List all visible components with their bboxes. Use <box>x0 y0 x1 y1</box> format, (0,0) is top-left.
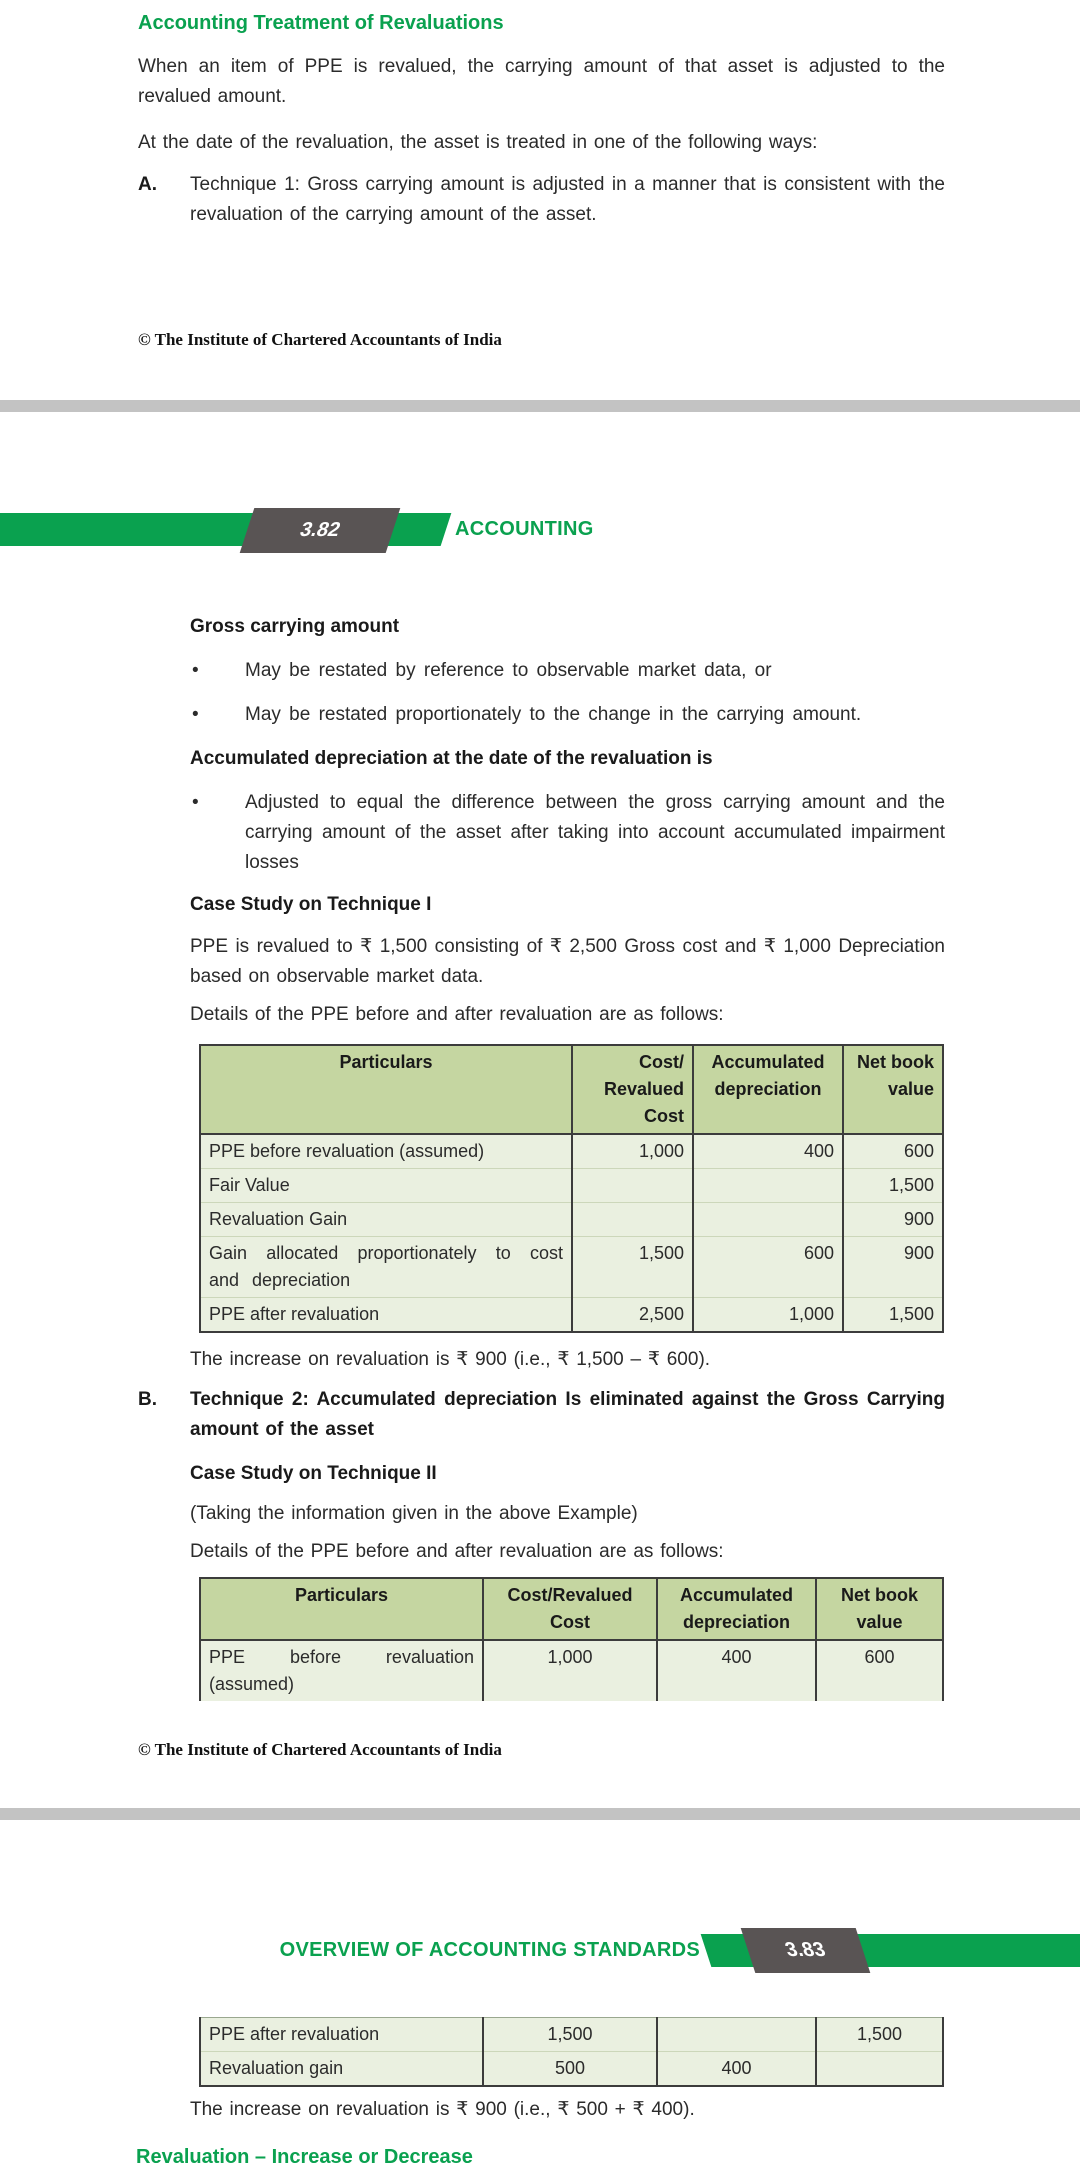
bullet-marker: • <box>192 792 199 813</box>
bullet-text: May be restated proportionately to the change in the carrying amount. <box>245 704 862 725</box>
page-number: 3.83 <box>782 1939 829 1961</box>
table-cell: Fair Value <box>200 1169 572 1203</box>
page-383-top <box>0 1820 1080 2168</box>
table-cell: 1,000 <box>572 1134 693 1169</box>
table-header-particulars: Particulars <box>200 1578 483 1640</box>
table-cell: 1,500 <box>483 2018 657 2052</box>
bullet-item <box>190 656 945 686</box>
table-cell: 400 <box>657 2052 816 2087</box>
table-header-accum-dep: Accumulated depreciation <box>693 1045 843 1134</box>
table-header-cost: Cost/ Revalued Cost <box>572 1045 693 1134</box>
paragraph-ppe-revalued: PPE is revalued to ₹ 1,500 consisting of ₹ 2,500 Gross cost and ₹ 1,000 Depreciation based on observable market data. <box>190 936 945 987</box>
list-item-label: B. <box>138 1389 157 1410</box>
bullet-marker: • <box>192 660 199 681</box>
table-cell <box>572 1203 693 1237</box>
table-cell: 400 <box>693 1134 843 1169</box>
next-section-heading-clipped <box>136 2142 473 2168</box>
table-cell: 1,000 <box>483 1640 657 1701</box>
table-cell: 1,500 <box>572 1237 693 1298</box>
table-cell: PPE after revaluation <box>200 2018 483 2052</box>
paragraph-revalued-amount: When an item of PPE is revalued, the carrying amount of that asset is adjusted to the revalued amount. <box>138 56 945 107</box>
table-cell <box>693 1169 843 1203</box>
table-cell <box>572 1169 693 1203</box>
list-item-text: Technique 1: Gross carrying amount is adjusted in a manner that is consistent with the revaluation of the carrying amount of the asset. <box>190 174 945 225</box>
bullet-item <box>190 788 945 878</box>
footer-copyright: © The Institute of Chartered Accountants of India <box>138 330 502 349</box>
table-row <box>200 1640 943 1701</box>
table-cell: 900 <box>843 1203 943 1237</box>
paragraph-taking-information: (Taking the information given in the above Example) <box>190 1503 638 1524</box>
case-study-heading-1: Case Study on Technique I <box>190 894 432 915</box>
table-row <box>200 1203 943 1237</box>
header-band-bar <box>846 1934 1080 1967</box>
table-row <box>200 1237 943 1298</box>
page-number-badge <box>741 1928 871 1973</box>
table-header-cost: Cost/Revalued Cost <box>483 1578 657 1640</box>
table-cell: Revaluation gain <box>200 2052 483 2087</box>
table-cell: 600 <box>843 1134 943 1169</box>
table-cell: Revaluation Gain <box>200 1203 572 1237</box>
bullet-text: May be restated by reference to observable market data, or <box>245 660 772 681</box>
table-header-net-book: Net book value <box>816 1578 943 1640</box>
table-row <box>200 1169 943 1203</box>
table-cell: 900 <box>843 1237 943 1298</box>
page-separator <box>0 1808 1080 1820</box>
revaluation-table-technique-2 <box>199 1577 944 1701</box>
table-cell: PPE after revaluation <box>200 1298 572 1333</box>
table-cell <box>657 2018 816 2052</box>
list-item-label: A. <box>138 174 157 195</box>
header-title: OVERVIEW OF ACCOUNTING STANDARDS <box>279 1939 700 1961</box>
table-header-row <box>200 1045 943 1134</box>
page-381-bottom <box>0 0 1080 400</box>
table-header-particulars: Particulars <box>200 1045 572 1134</box>
table-cell: 1,500 <box>816 2018 943 2052</box>
table-cell: 500 <box>483 2052 657 2087</box>
page-382 <box>0 412 1080 1808</box>
list-item-technique-2 <box>138 1385 945 1445</box>
table-cell: 600 <box>816 1640 943 1701</box>
bullet-item <box>190 700 945 730</box>
list-item-text: Technique 2: Accumulated depreciation Is eliminated against the Gross Carrying amount of the asset <box>190 1389 945 1440</box>
table-cell: PPE before revaluation (assumed) <box>200 1134 572 1169</box>
table-header-net-book: Net book value <box>843 1045 943 1134</box>
table-cell <box>693 1203 843 1237</box>
case-study-heading-2: Case Study on Technique II <box>190 1463 437 1484</box>
section-heading-accounting-treatment: Accounting Treatment of Revaluations <box>138 12 504 34</box>
header-title: ACCOUNTING <box>455 518 594 540</box>
page-number: 3.82 <box>297 519 344 541</box>
table-cell: 1,000 <box>693 1298 843 1333</box>
paragraph-details-1: Details of the PPE before and after revaluation are as follows: <box>190 1004 724 1025</box>
table-row <box>200 2018 943 2052</box>
table-cell: 600 <box>693 1237 843 1298</box>
table-cell: Gain allocated proportionately to cost and depreciation <box>200 1237 572 1298</box>
heading-accumulated-depreciation: Accumulated depreciation at the date of the revaluation is <box>190 748 713 769</box>
table-header-row <box>200 1578 943 1640</box>
table-cell: 400 <box>657 1640 816 1701</box>
table-cell <box>816 2052 943 2087</box>
table-cell: 1,500 <box>843 1169 943 1203</box>
paragraph-date-of-revaluation: At the date of the revaluation, the asset is treated in one of the following ways: <box>138 132 818 153</box>
page-content <box>138 612 945 1701</box>
table-header-accum-dep: Accumulated depreciation <box>657 1578 816 1640</box>
table-cell: 2,500 <box>572 1298 693 1333</box>
table-row <box>200 1298 943 1333</box>
next-section-heading-text: Revaluation – Increase or Decrease <box>136 2146 473 2168</box>
revaluation-table-technique-2-continued <box>199 2017 944 2087</box>
table-cell: 1,500 <box>843 1298 943 1333</box>
table-row <box>200 1134 943 1169</box>
note-increase-2: The increase on revaluation is ₹ 900 (i.e., ₹ 500 + ₹ 400). <box>190 2099 695 2120</box>
paragraph-details-2: Details of the PPE before and after revaluation are as follows: <box>190 1541 724 1562</box>
footer-copyright: © The Institute of Chartered Accountants of India <box>138 1740 502 1759</box>
note-increase-1: The increase on revaluation is ₹ 900 (i.e., ₹ 1,500 – ₹ 600). <box>190 1349 711 1370</box>
bullet-text: Adjusted to equal the difference between the gross carrying amount and the carrying amount of the asset after taking into account accumulated impairment losses <box>245 792 945 873</box>
page-number-badge <box>240 508 401 553</box>
list-item-technique-1 <box>138 170 945 230</box>
page-separator <box>0 400 1080 412</box>
bullet-marker: • <box>192 704 199 725</box>
table-row <box>200 2052 943 2087</box>
table-cell: PPE before revaluation (assumed) <box>200 1640 483 1701</box>
revaluation-table-technique-1 <box>199 1044 944 1333</box>
heading-gross-carrying-amount: Gross carrying amount <box>190 616 400 637</box>
